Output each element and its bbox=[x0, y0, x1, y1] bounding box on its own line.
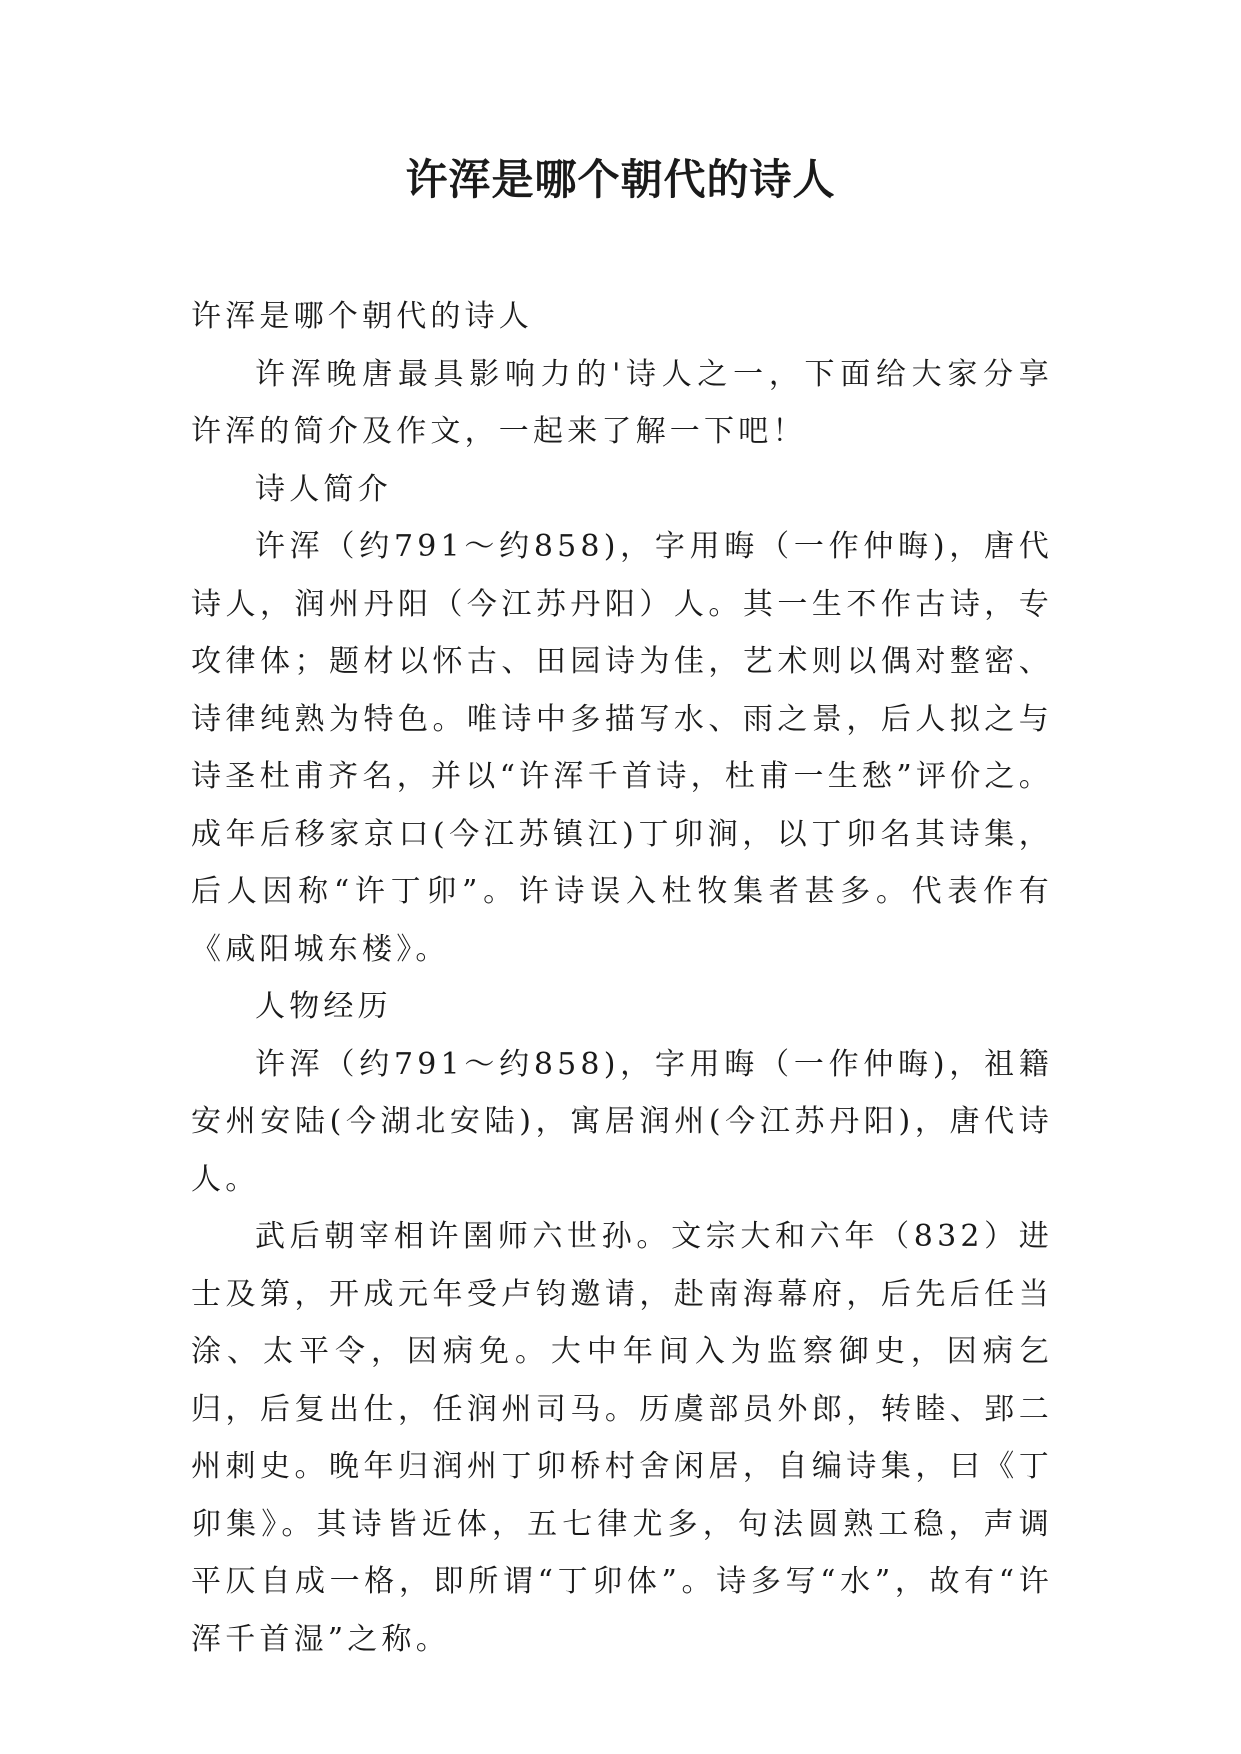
paragraph-biography-origin: 许浑（约791～约858)，字用晦（一作仲晦)，祖籍安州安陆(今湖北安陆)，寓居润州(今江苏丹阳)，唐代诗人。 bbox=[191, 1046, 1053, 1197]
paragraph-heading-repeat: 许浑是哪个朝代的诗人 bbox=[191, 299, 533, 334]
paragraph-intro: 许浑晚唐最具影响力的'诗人之一，下面给大家分享许浑的简介及作文，一起来了解一下吧！ bbox=[191, 356, 1053, 449]
document-body bbox=[191, 288, 1053, 1668]
paragraph-poet-intro: 许浑（约791～约858)，字用晦（一作仲晦)，唐代诗人，润州丹阳（今江苏丹阳）人。其一生不作古诗，专攻律体；题材以怀古、田园诗为佳，艺术则以偶对整密、诗律纯熟为特色。唯诗中多描写水、雨之景，后人拟之与诗圣杜甫齐名，并以“许浑千首诗，杜甫一生愁”评价之。成年后移家京口(今江苏镇江)丁卯涧，以丁卯名其诗集，后人因称“许丁卯”。许诗误入杜牧集者甚多。代表作有《咸阳城东楼》。 bbox=[191, 529, 1053, 967]
document-title: 许浑是哪个朝代的诗人 bbox=[405, 155, 836, 204]
section-heading-biography: 人物经历 bbox=[255, 989, 392, 1024]
section-heading-poet-intro: 诗人简介 bbox=[255, 471, 392, 507]
paragraph-biography-career: 武后朝宰相许圉师六世孙。文宗大和六年（832）进士及第，开成元年受卢钧邀请，赴南海幕府，后先后任当涂、太平令，因病免。大中年间入为监察御史，因病乞归，后复出仕，任润州司马。历虞部员外郎，转睦、郢二州刺史。晚年归润州丁卯桥村舍闲居，自编诗集，曰《丁卯集》。其诗皆近体，五七律尤多，句法圆熟工稳，声调平仄自成一格，即所谓“丁卯体”。诗多写“水”，故有“许浑千首湿”之称。 bbox=[191, 1219, 1053, 1657]
